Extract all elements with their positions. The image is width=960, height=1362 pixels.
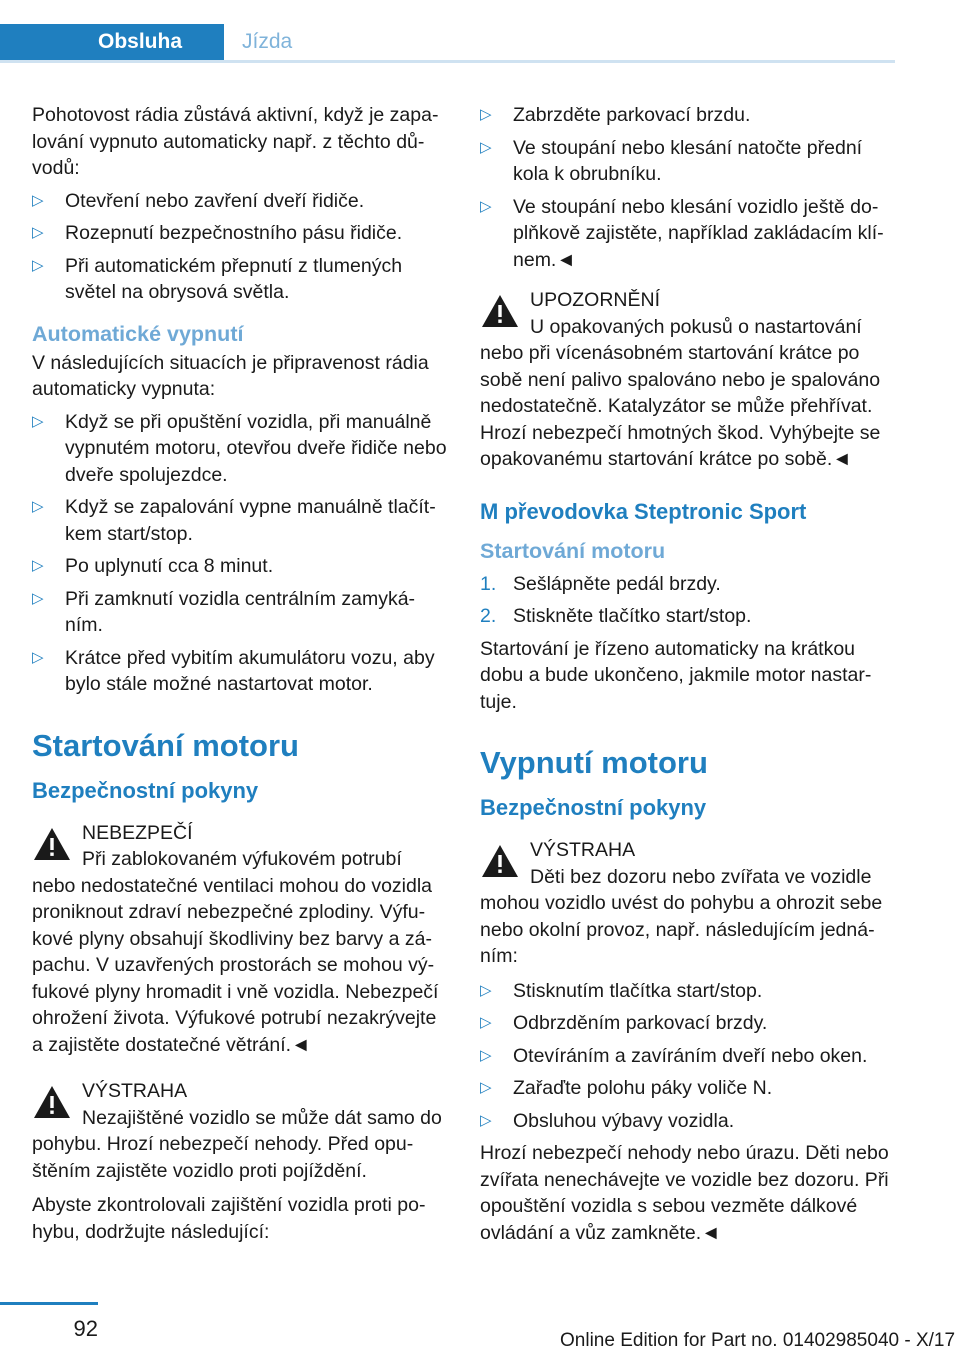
heading-startovani-motoru: Startování motoru	[480, 538, 666, 563]
intro-paragraph: Pohotovost rádia zůstává aktivní, když je zapa‐lování vypnuto automaticky např. z těchto dů‐vodů:	[32, 104, 439, 179]
bullet-triangle-icon: ▷	[480, 981, 492, 999]
heading-automaticke-vypnuti: Automatické vypnutí	[32, 321, 244, 346]
danger-text-rest: nebo nedostatečné ventilaci mohou do vozidla proniknout zdraví nebezpečné zplodiny. Výfu‐kové plyny obsahují škodliviny bez barvy a zá‐pachu. V uzavřených prostorách se mohou vý‐fukové plyny hromadit i vně vozidla. Nebezpečí ohrožení života. Výfukové potrubí nezakrývejte a zajistěte dostatečné větrání.◄	[32, 874, 439, 1056]
warning-triangle-icon	[480, 843, 520, 879]
stop-warning-title: VÝSTRAHA	[530, 839, 636, 861]
list-item: ▷ Zabrzděte parkovací brzdu.	[480, 102, 892, 129]
warning-text-rest: pohybu. Hrozí nebezpečí nehody. Před opu‐štěním zajistěte vozidlo proti pojíždění.	[32, 1133, 414, 1182]
warning-triangle-icon	[480, 293, 520, 329]
warning-text-first: Nezajištěné vozidlo se může dát samo do	[82, 1106, 442, 1129]
list-item: ▷ Rozepnutí bezpečnostního pásu řidiče.	[32, 220, 450, 247]
page-number: 92	[73, 1316, 98, 1341]
heading-bezpecnostni-pokyny-2: Bezpečnostní pokyny	[480, 795, 707, 820]
tab-underline	[0, 60, 895, 63]
start-paragraph: Startování je řízeno automaticky na krátkou dobu a bude ukončeno, jakmile motor nastar‐tuje.	[480, 637, 872, 713]
intro-list	[32, 188, 450, 306]
chapter-vypnuti-motoru: Vypnutí motoru	[480, 745, 708, 780]
chapter-startovani-motoru: Startování motoru	[32, 727, 299, 763]
danger-text-first: Při zablokovaném výfukovém potrubí	[82, 848, 402, 870]
warning-triangle-icon	[32, 1084, 72, 1120]
edition-note: Online Edition for Part no. 01402985040 - X/17	[560, 1330, 956, 1351]
closing-paragraph: Hrozí nebezpečí nehody nebo úrazu. Děti nebo zvířata nenechávejte ve vozidle bez dozoru. Při opouštění vozidla s sebou vezměte dálkové ovládání a vůz zamkněte.◄	[480, 1142, 889, 1244]
bullet-triangle-icon: ▷	[32, 412, 44, 430]
bullet-triangle-icon: ▷	[32, 224, 44, 241]
warning-notice	[32, 1078, 450, 1184]
heading-bezpecnostni-pokyny: Bezpečnostní pokyny	[32, 777, 259, 803]
list-item: ▷ Stisknutím tlačítka start/stop.	[480, 978, 892, 1005]
list-item: ▷ Otevření nebo zavření dveří řidiče.	[32, 188, 450, 215]
list-item: ▷ Při automatickém přepnutí z tlumených světel na obrysová světla.	[32, 254, 403, 303]
tab-jizda[interactable]	[224, 24, 895, 60]
danger-notice	[32, 820, 450, 1059]
bullet-triangle-icon: ▷	[32, 589, 44, 607]
bullet-triangle-icon: ▷	[480, 1079, 492, 1096]
tab-obsluha-label: Obsluha	[97, 30, 182, 53]
list-item: ▷ Po uplynutí cca 8 minut.	[32, 553, 450, 580]
warning-title: VÝSTRAHA	[82, 1080, 188, 1102]
bullet-triangle-icon: ▷	[480, 138, 492, 156]
list-item: ▷ Při zamknutí vozidla centrálním zamyká‐ním.	[32, 587, 416, 636]
tab-obsluha[interactable]	[0, 24, 224, 60]
list-item: ▷ Odbrzděním parkovací brzdy.	[480, 1010, 892, 1037]
stop-list	[480, 978, 892, 1135]
bullet-triangle-icon: ▷	[480, 1014, 492, 1031]
bullet-triangle-icon: ▷	[480, 197, 492, 215]
bullet-triangle-icon: ▷	[32, 557, 44, 574]
list-item: ▷ Krátce před vybitím akumulátoru vozu, aby bylo stále možné nastartovat motor.	[32, 646, 435, 695]
list-item: 1. Sešlápněte pedál brzdy.	[480, 572, 721, 595]
tab-jizda-label: Jízda	[242, 30, 293, 53]
list-item: ▷ Zařaďte polohu páky voliče N.	[480, 1075, 892, 1102]
bullet-triangle-icon: ▷	[32, 256, 44, 274]
footer-rule	[0, 1302, 98, 1305]
stop-warning-text-first: Děti bez dozoru nebo zvířata ve vozidle	[530, 865, 872, 888]
list-item: ▷ Otevíráním a zavíráním dveří nebo oken.	[480, 1043, 892, 1070]
check-paragraph: Abyste zkontrolovali zajištění vozidla proti po‐hybu, dodržujte následující:	[32, 1194, 426, 1243]
auto-list	[32, 409, 450, 698]
header-tabbar	[0, 24, 895, 62]
caution-notice	[480, 287, 892, 473]
bullet-triangle-icon: ▷	[32, 648, 44, 666]
bullet-triangle-icon: ▷	[32, 498, 44, 515]
danger-title: NEBEZPEČÍ	[82, 821, 193, 844]
bullet-triangle-icon: ▷	[480, 106, 492, 123]
check-list	[480, 102, 892, 273]
heading-steptronic: M převodovka Steptronic Sport	[480, 498, 807, 524]
list-item: ▷ Ve stoupání nebo klesání vozidlo ještě do‐plňkově zajistěte, například zakládacím klí‐nem.◄	[480, 195, 884, 271]
caution-text-rest: nebo při vícenásobném startování krátce po sobě není palivo spalováno nebo je spalováno nedostatečně. Katalyzátor se může přehřívat. Hrozí nebezpečí hmotných škod. Vyhýbejte se opakovanému startování krátce po sobě.◄	[480, 342, 881, 470]
stop-warning-text-rest: mohou vozidlo uvést do pohybu a ohrozit sebe nebo okolní provoz, např. následujícím jedná‐ním:	[480, 892, 883, 967]
warning-triangle-icon	[32, 826, 72, 862]
start-steps	[480, 571, 892, 630]
bullet-triangle-icon: ▷	[480, 1046, 492, 1064]
left-column	[32, 102, 450, 1249]
list-item: ▷ Ve stoupání nebo klesání natočte přední kola k obrubníku.	[480, 136, 863, 185]
list-item: 2. Stiskněte tlačítko start/stop.	[480, 605, 752, 627]
bullet-triangle-icon: ▷	[32, 191, 44, 209]
caution-title: UPOZORNĚNÍ	[530, 289, 661, 311]
stop-warning-notice	[480, 837, 892, 970]
caution-text-first: U opakovaných pokusů o nastartování	[530, 315, 862, 338]
list-item: ▷ Když se při opuštění vozidla, při manuálně vypnutém motoru, otevřou dveře řidiče nebo dveře spolujezdce.	[32, 410, 447, 486]
list-item: ▷ Obsluhou výbavy vozidla.	[480, 1108, 892, 1135]
bullet-triangle-icon: ▷	[480, 1111, 492, 1129]
right-column	[480, 102, 892, 1250]
auto-paragraph: V následujících situacích je připravenost rádia automaticky vypnuta:	[32, 351, 429, 400]
list-item: ▷ Když se zapalování vypne manuálně tlačít‐kem start/stop.	[32, 496, 436, 545]
